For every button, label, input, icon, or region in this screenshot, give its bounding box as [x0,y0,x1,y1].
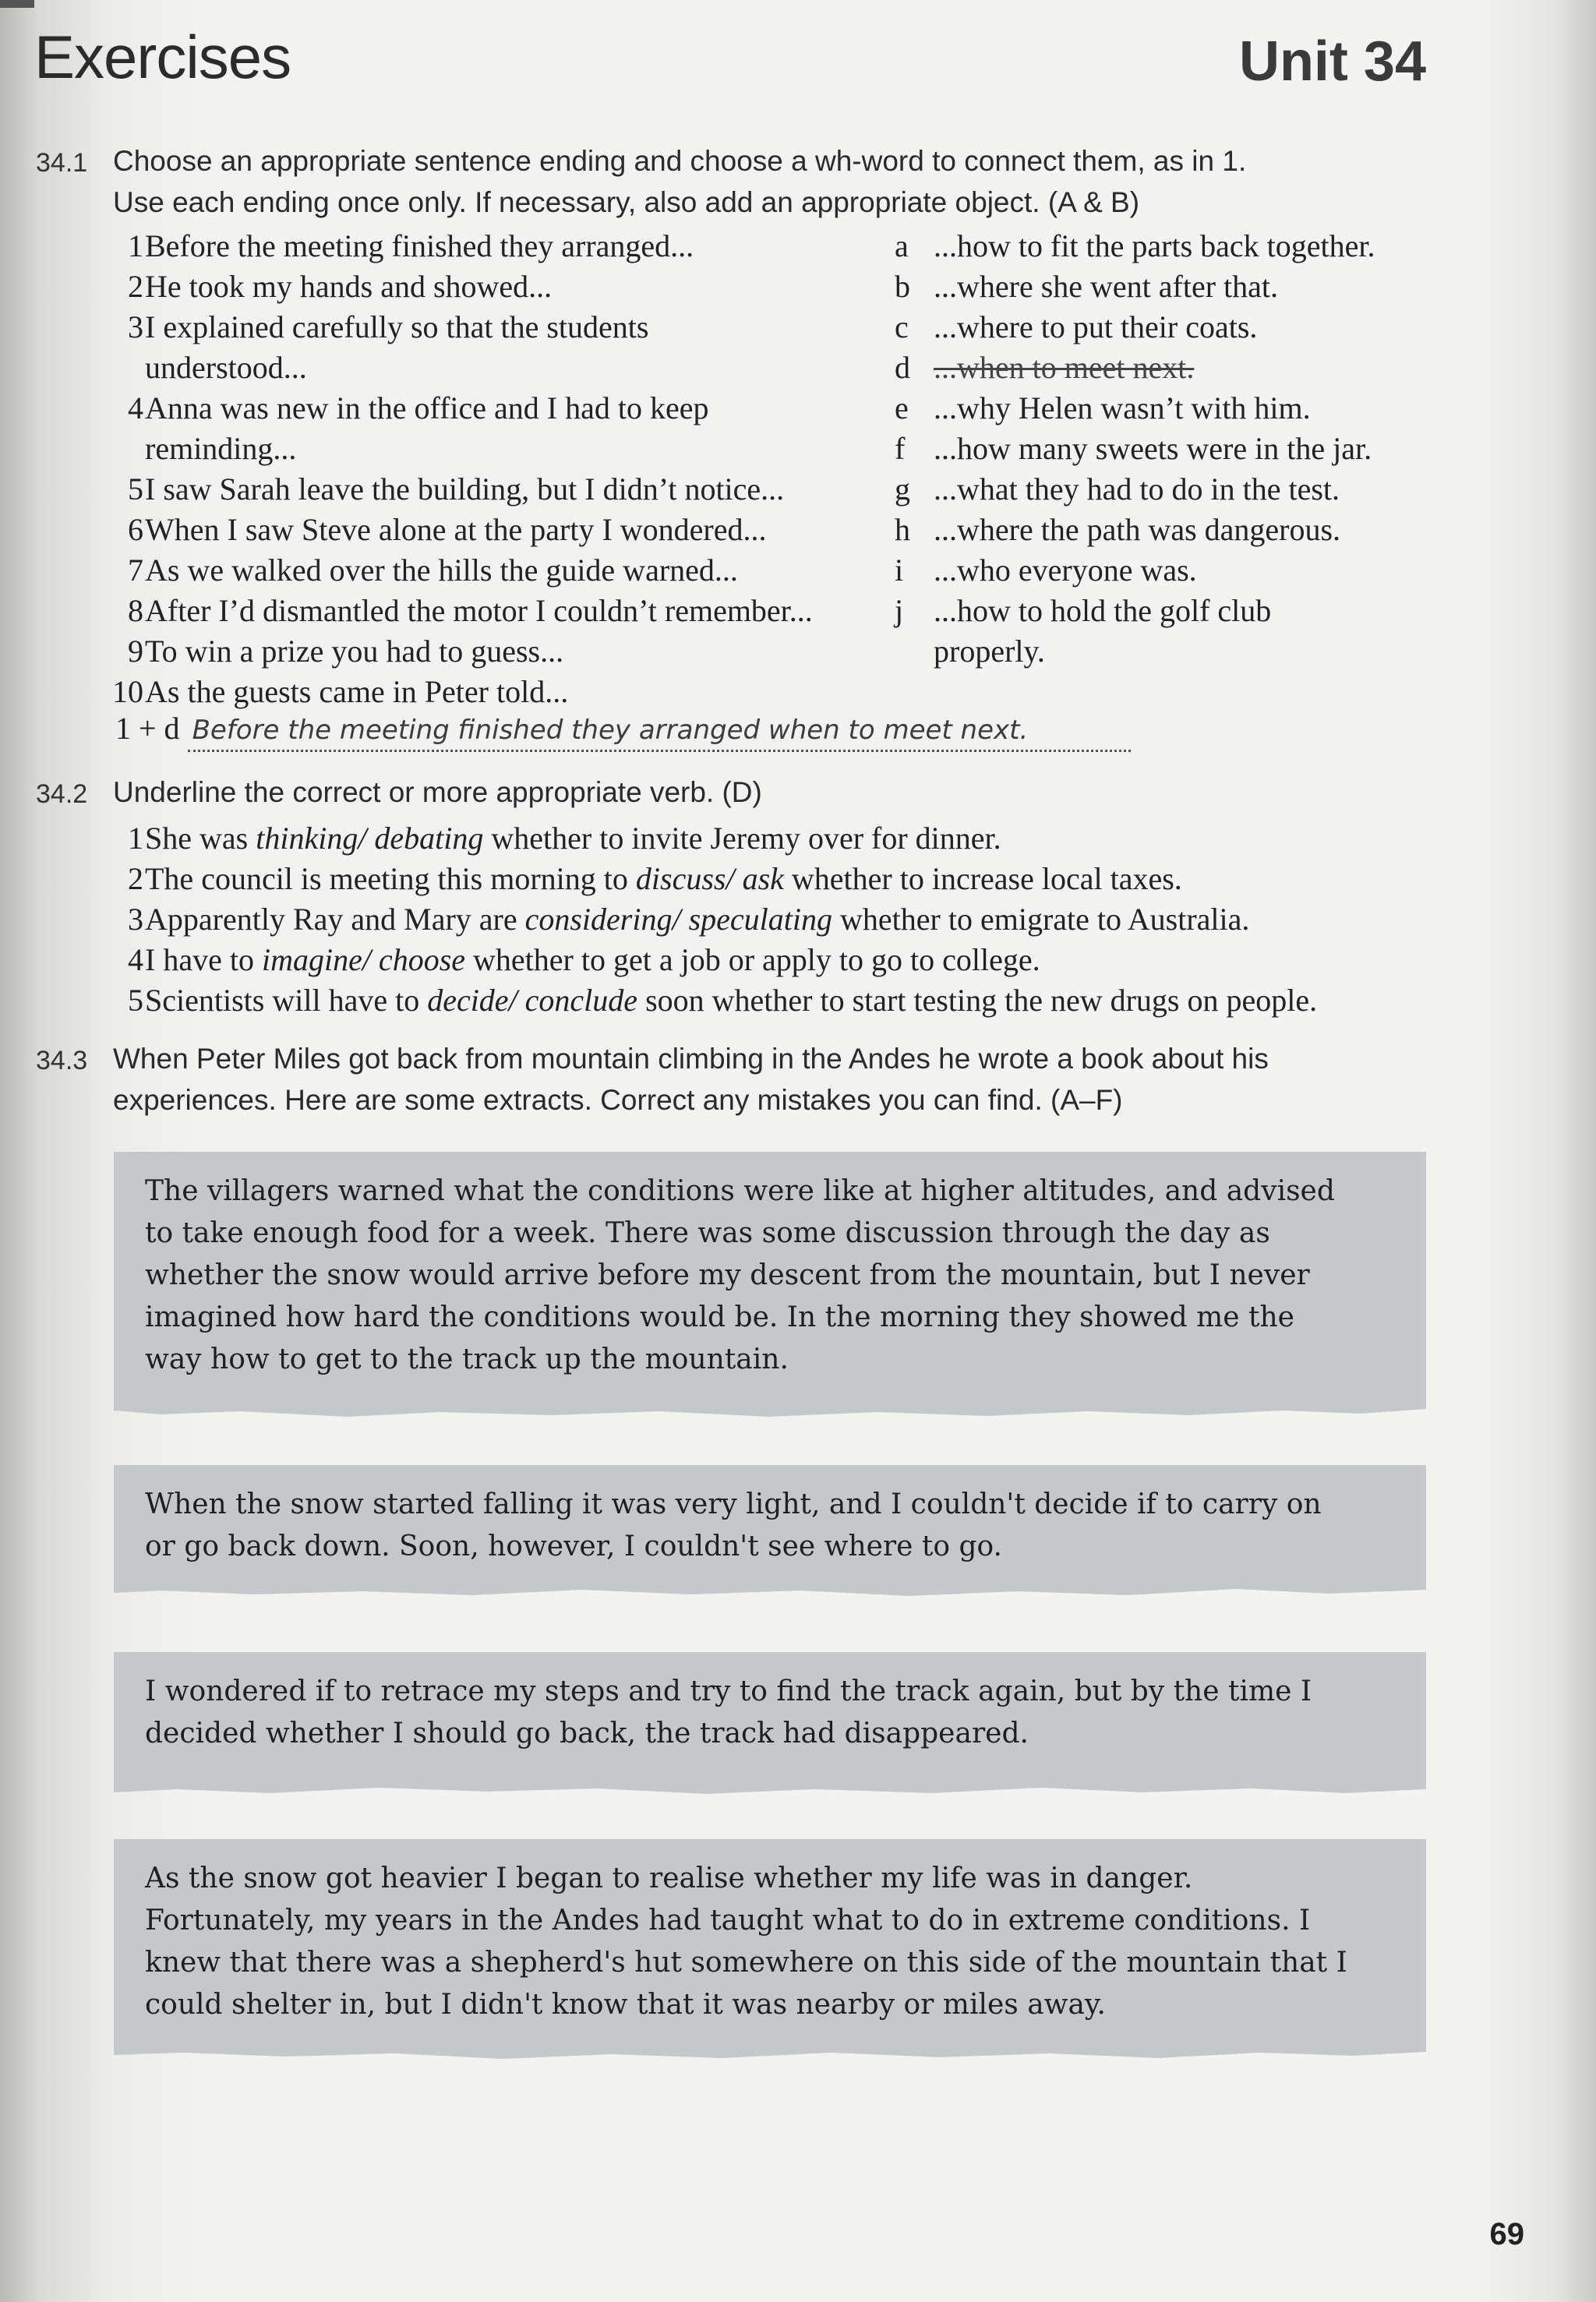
item-text: As we walked over the hills the guide warned... [145,553,738,588]
extract-line: whether the snow would arrive before my descent from the mountain, but I never [145,1259,1310,1291]
section-number-34-3: 34.3 [36,1046,88,1075]
ending-text: ...how many sweets were in the jar. [934,431,1372,466]
page-title: Exercises [34,23,291,91]
ending-letter: f [895,431,906,466]
item-text-after: whether to emigrate to Australia. [832,902,1250,937]
item-number: 6 [128,512,143,547]
ending-letter: i [895,553,904,588]
ending-letter: c [895,309,909,344]
ending-text-struck: ...when to meet next. [934,350,1195,385]
item-text-before: She was [145,821,256,856]
page-number: 69 [1489,2217,1524,2251]
item-text: Anna was new in the office and I had to keep [145,390,709,425]
item-number: 1 [128,228,143,263]
item-text: To win a prize you had to guess... [145,634,564,669]
item-text [145,859,1182,899]
item-text [145,940,1040,980]
unit-title: Unit 34 [1238,30,1426,93]
item-number: 1 [128,821,143,856]
item-number: 2 [128,269,143,304]
torn-edge [114,2046,1426,2062]
extract-line: When the snow started falling it was very light, and I couldn't decide if to carry on [145,1488,1322,1520]
item-text-after: soon whether to start testing the new drugs on people. [637,983,1318,1018]
torn-edge [114,1404,1426,1420]
item-number: 5 [128,983,143,1018]
ending-letter: h [895,512,910,547]
section-34-3-instructions [113,1038,1453,1121]
item-text-after: whether to get a job or apply to go to college. [465,942,1040,977]
ending-letter: d [895,350,910,385]
instruction-line: Underline the correct or more appropriate verb. (D) [113,776,762,808]
extract-line: decided whether I should go back, the track had disappeared. [145,1718,1029,1749]
verb-options[interactable]: considering/ speculating [524,902,833,937]
item-number: 5 [128,471,143,507]
extract-line: I wondered if to retrace my steps and try to find the track again, but by the time I [145,1675,1312,1707]
item-text-before: Scientists will have to [145,983,428,1018]
item-text [145,980,1317,1021]
item-text: I explained carefully so that the students [145,309,649,344]
item-text: I saw Sarah leave the building, but I didn’t notice... [145,471,785,507]
extract-line: The villagers warned what the conditions were like at higher altitudes, and advised [145,1175,1335,1207]
item-text-after: whether to increase local taxes. [783,861,1182,896]
instruction-line: experiences. Here are some extracts. Correct any mistakes you can find. (A–F) [113,1084,1123,1116]
item-number: 2 [128,861,143,896]
ending-text: ...what they had to do in the test. [934,471,1340,507]
item-number: 9 [128,634,143,669]
item-text-after: whether to invite Jeremy over for dinner. [483,821,1001,856]
item-text: After I’d dismantled the motor I couldn’t remember... [145,593,813,628]
verb-options[interactable]: imagine/ choose [261,942,466,977]
extract-line: As the snow got heavier I began to realise whether my life was in danger. [145,1862,1193,1894]
ending-letter: g [895,471,910,507]
item-number: 10 [112,674,143,709]
ending-text: ...who everyone was. [934,553,1197,588]
section-number-34-1: 34.1 [36,148,88,178]
ending-text: ...how to fit the parts back together. [934,228,1375,263]
item-text [145,899,1249,940]
ending-text: ...how to hold the golf club [934,593,1272,628]
item-text: He took my hands and showed... [145,269,553,304]
extract-line: imagined how hard the conditions would be. In the morning they showed me the [145,1301,1294,1333]
example-label: 1 + d [115,711,180,746]
instruction-line: Choose an appropriate sentence ending and choose a wh-word to connect them, as in 1. [113,145,1247,177]
section-number-34-2: 34.2 [36,779,88,809]
verb-options[interactable]: thinking/ debating [256,821,484,856]
ending-letter: e [895,390,909,425]
torn-edge [114,1584,1426,1599]
item-number: 7 [128,553,143,588]
ending-text: ...where the path was dangerous. [934,512,1341,547]
extract-line: knew that there was a shepherd's hut somewhere on this side of the mountain that I [145,1947,1347,1979]
extract-box [114,1839,1426,2051]
item-number: 3 [128,309,143,344]
example-answer-handwritten: Before the meeting finished they arranged when to meet next. [188,711,1131,752]
section-34-1-instructions [113,140,1453,223]
item-text: reminding... [145,431,297,466]
instruction-line: Use each ending once only. If necessary, also add an appropriate object. (A & B) [113,186,1140,218]
item-text: Before the meeting finished they arranged... [145,228,694,263]
ending-letter: b [895,269,910,304]
extract-line: to take enough food for a week. There was some discussion through the day as [145,1217,1270,1249]
header-rule [0,0,34,8]
item-number: 3 [128,902,143,937]
verb-options[interactable]: discuss/ ask [635,861,784,896]
item-text [145,818,1001,859]
extract-box [114,1152,1426,1409]
extract-line: Fortunately, my years in the Andes had taught what to do in extreme conditions. I [145,1905,1311,1937]
item-text: When I saw Steve alone at the party I wondered... [145,512,767,547]
section-34-2-instructions [113,771,1453,813]
ending-text: properly. [934,634,1045,669]
item-text-before: The council is meeting this morning to [145,861,636,896]
verb-options[interactable]: decide/ conclude [427,983,638,1018]
extract-line: could shelter in, but I didn't know that it was nearby or miles away. [145,1989,1106,2021]
extract-box [114,1465,1426,1588]
item-number: 4 [128,390,143,425]
item-text-before: Apparently Ray and Mary are [145,902,525,937]
ending-text: ...why Helen wasn’t with him. [934,390,1311,425]
item-number: 8 [128,593,143,628]
ending-text: ...where to put their coats. [934,309,1258,344]
item-text: As the guests came in Peter told... [145,674,569,709]
torn-edge [114,1781,1426,1797]
item-text: understood... [145,350,307,385]
item-text-before: I have to [145,942,262,977]
ending-text: ...where she went after that. [934,269,1279,304]
ending-letter: j [895,593,904,628]
extract-line: way how to get to the track up the mountain. [145,1343,789,1375]
example-answer-row [115,705,1131,752]
ending-letter: a [895,228,909,263]
extract-box [114,1652,1426,1786]
instruction-line: When Peter Miles got back from mountain climbing in the Andes he wrote a book about his [113,1043,1269,1075]
extract-line: or go back down. Soon, however, I couldn't see where to go. [145,1531,1003,1562]
item-number: 4 [128,942,143,977]
